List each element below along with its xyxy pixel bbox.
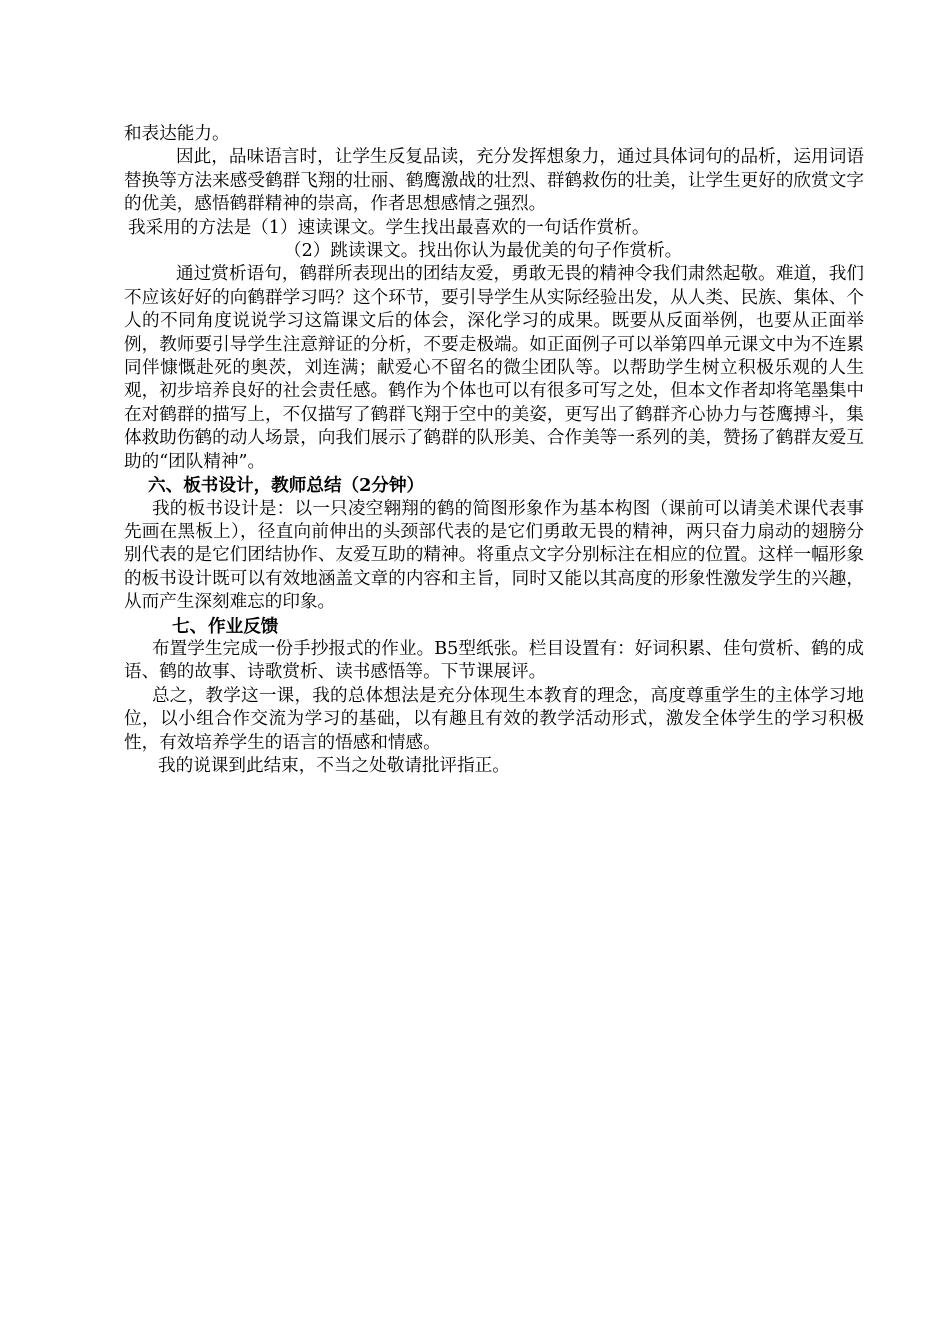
section-title-text: 作业反馈 [208,615,279,637]
paragraph-closing: 我的说课到此结束，不当之处敬请批评指正。 [158,755,510,776]
paragraph-method-speed-reading: 我采用的方法是（1）速读课文。学生找出最喜欢的一句话作赏析。 [128,217,650,238]
section-heading-homework [124,615,864,638]
paragraph-method-skip-reading: （2）跳读课文。找出你认为最优美的句子作赏析。 [284,241,683,262]
document-body [124,123,864,778]
paragraph-language-appreciation: 因此，品味语言时，让学生反复品读，充分发挥想象力，通过具体词句的品析，运用词语替换等方法来感受鹤群飞翔的壮丽、鹤鹰激战的壮烈、群鹤救伤的壮美，让学生更好的欣赏文字的优美，感悟鹤群精神的崇高，作者思想感情之强烈。 [124,147,864,215]
section-heading-board-design: 六、板书设计，教师总结（2分钟） [148,475,425,497]
paragraph-sentence-appreciation: 通过赏析语句，鹤群所表现出的团结友爱，勇敢无畏的精神令我们肃然起敬。难道，我们不应该好好的向鹤群学习吗？这个环节，要引导学生从实际经验出发，从人类、民族、集体、个人的不同角度说说学习这篇课文后的体会，深化学习的成果。既要从反面举例，也要从正面举例，教师要引导学生注意辩证的分析，不要走极端。如正面例子可以举第四单元课文中为不连累同伴慷慨赴死的奥茨，刘连满；献爱心不留名的微尘团队等。以帮助学生树立积极乐观的人生观，初步培养良好的社会责任感。鹤作为个体也可以有很多可写之处，但本文作者却将笔墨集中在对鹤群的描写上，不仅描写了鹤群飞翔于空中的美姿，更写出了鹤群齐心协力与苍鹰搏斗，集体救助伤鹤的动人场景，向我们展示了鹤群的队形美、合作美等一系列的美，赞扬了鹤群友爱互助的“团队精神”。 [124,264,864,472]
paragraph-summary: 总之，教学这一课，我的总体想法是充分体现生本教育的理念，高度尊重学生的主体学习地位，以小组合作交流为学习的基础，以有趣且有效的教学活动形式，激发全体学生的学习积极性，有效培养学生的语言的悟感和情感。 [124,685,864,753]
paragraph-board-design: 我的板书设计是：以一只凌空翱翔的鹤的简图形象作为基本构图（课前可以请美术课代表事先画在黑板上），径直向前伸出的头颈部代表的是它们勇敢无畏的精神，两只奋力扇动的翅膀分别代表的是它们团结协作、友爱互助的精神。将重点文字分别标注在相应的位置。这样一幅形象的板书设计既可以有效地涵盖文章的内容和主旨，同时又能以其高度的形象性激发学生的兴趣，从而产生深刻难忘的印象。 [124,498,864,613]
paragraph-homework: 布置学生完成一份手抄报式的作业。B5型纸张。栏目设置有：好词积累、佳句赏析、鹤的成语、鹤的故事、诗歌赏析、读书感悟等。下节课展评。 [124,638,864,683]
paragraph-expression-ability: 和表达能力。 [124,124,230,144]
section-number: 七、 [172,615,208,637]
